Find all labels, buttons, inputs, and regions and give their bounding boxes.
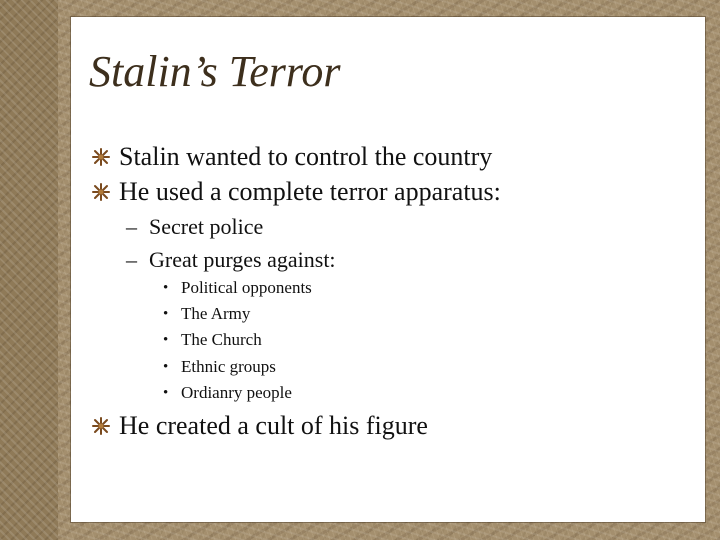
star-burst-bullet-icon [92, 183, 110, 201]
sub-bullet-item [126, 246, 336, 274]
star-burst-bullet-icon [92, 417, 110, 435]
sub-sub-bullet-text: Ordianry people [181, 383, 292, 402]
sub-sub-bullet-item [163, 381, 292, 405]
sub-sub-bullet-item [163, 328, 262, 352]
bullet-text: He used a complete terror apparatus: [119, 177, 501, 206]
bullet-item [92, 411, 428, 441]
sub-bullet-text: Secret police [149, 214, 264, 239]
sub-sub-bullet-item [163, 355, 276, 379]
dot-marker: • [163, 358, 169, 375]
slide-title: Stalin’s Terror [89, 47, 341, 96]
sub-sub-bullet-item [163, 276, 312, 300]
sub-sub-bullet-text: Political opponents [181, 278, 312, 297]
sub-sub-bullet-text: Ethnic groups [181, 357, 276, 376]
bullet-item [92, 142, 492, 172]
sub-bullet-text: Great purges against: [149, 247, 336, 272]
dot-marker: • [163, 384, 169, 401]
dash-marker: – [126, 247, 137, 272]
bullet-text: He created a cult of his figure [119, 411, 428, 440]
sub-sub-bullet-text: The Church [181, 330, 262, 349]
dot-marker: • [163, 279, 169, 296]
star-burst-bullet-icon [92, 148, 110, 166]
sub-sub-bullet-text: The Army [181, 304, 251, 323]
dash-marker: – [126, 214, 137, 239]
sub-sub-bullet-item [163, 302, 250, 326]
dot-marker: • [163, 331, 169, 348]
left-texture-strip [0, 0, 58, 540]
dot-marker: • [163, 305, 169, 322]
bullet-item [92, 177, 501, 207]
sub-bullet-item [126, 213, 263, 241]
bullet-text: Stalin wanted to control the country [119, 142, 493, 171]
